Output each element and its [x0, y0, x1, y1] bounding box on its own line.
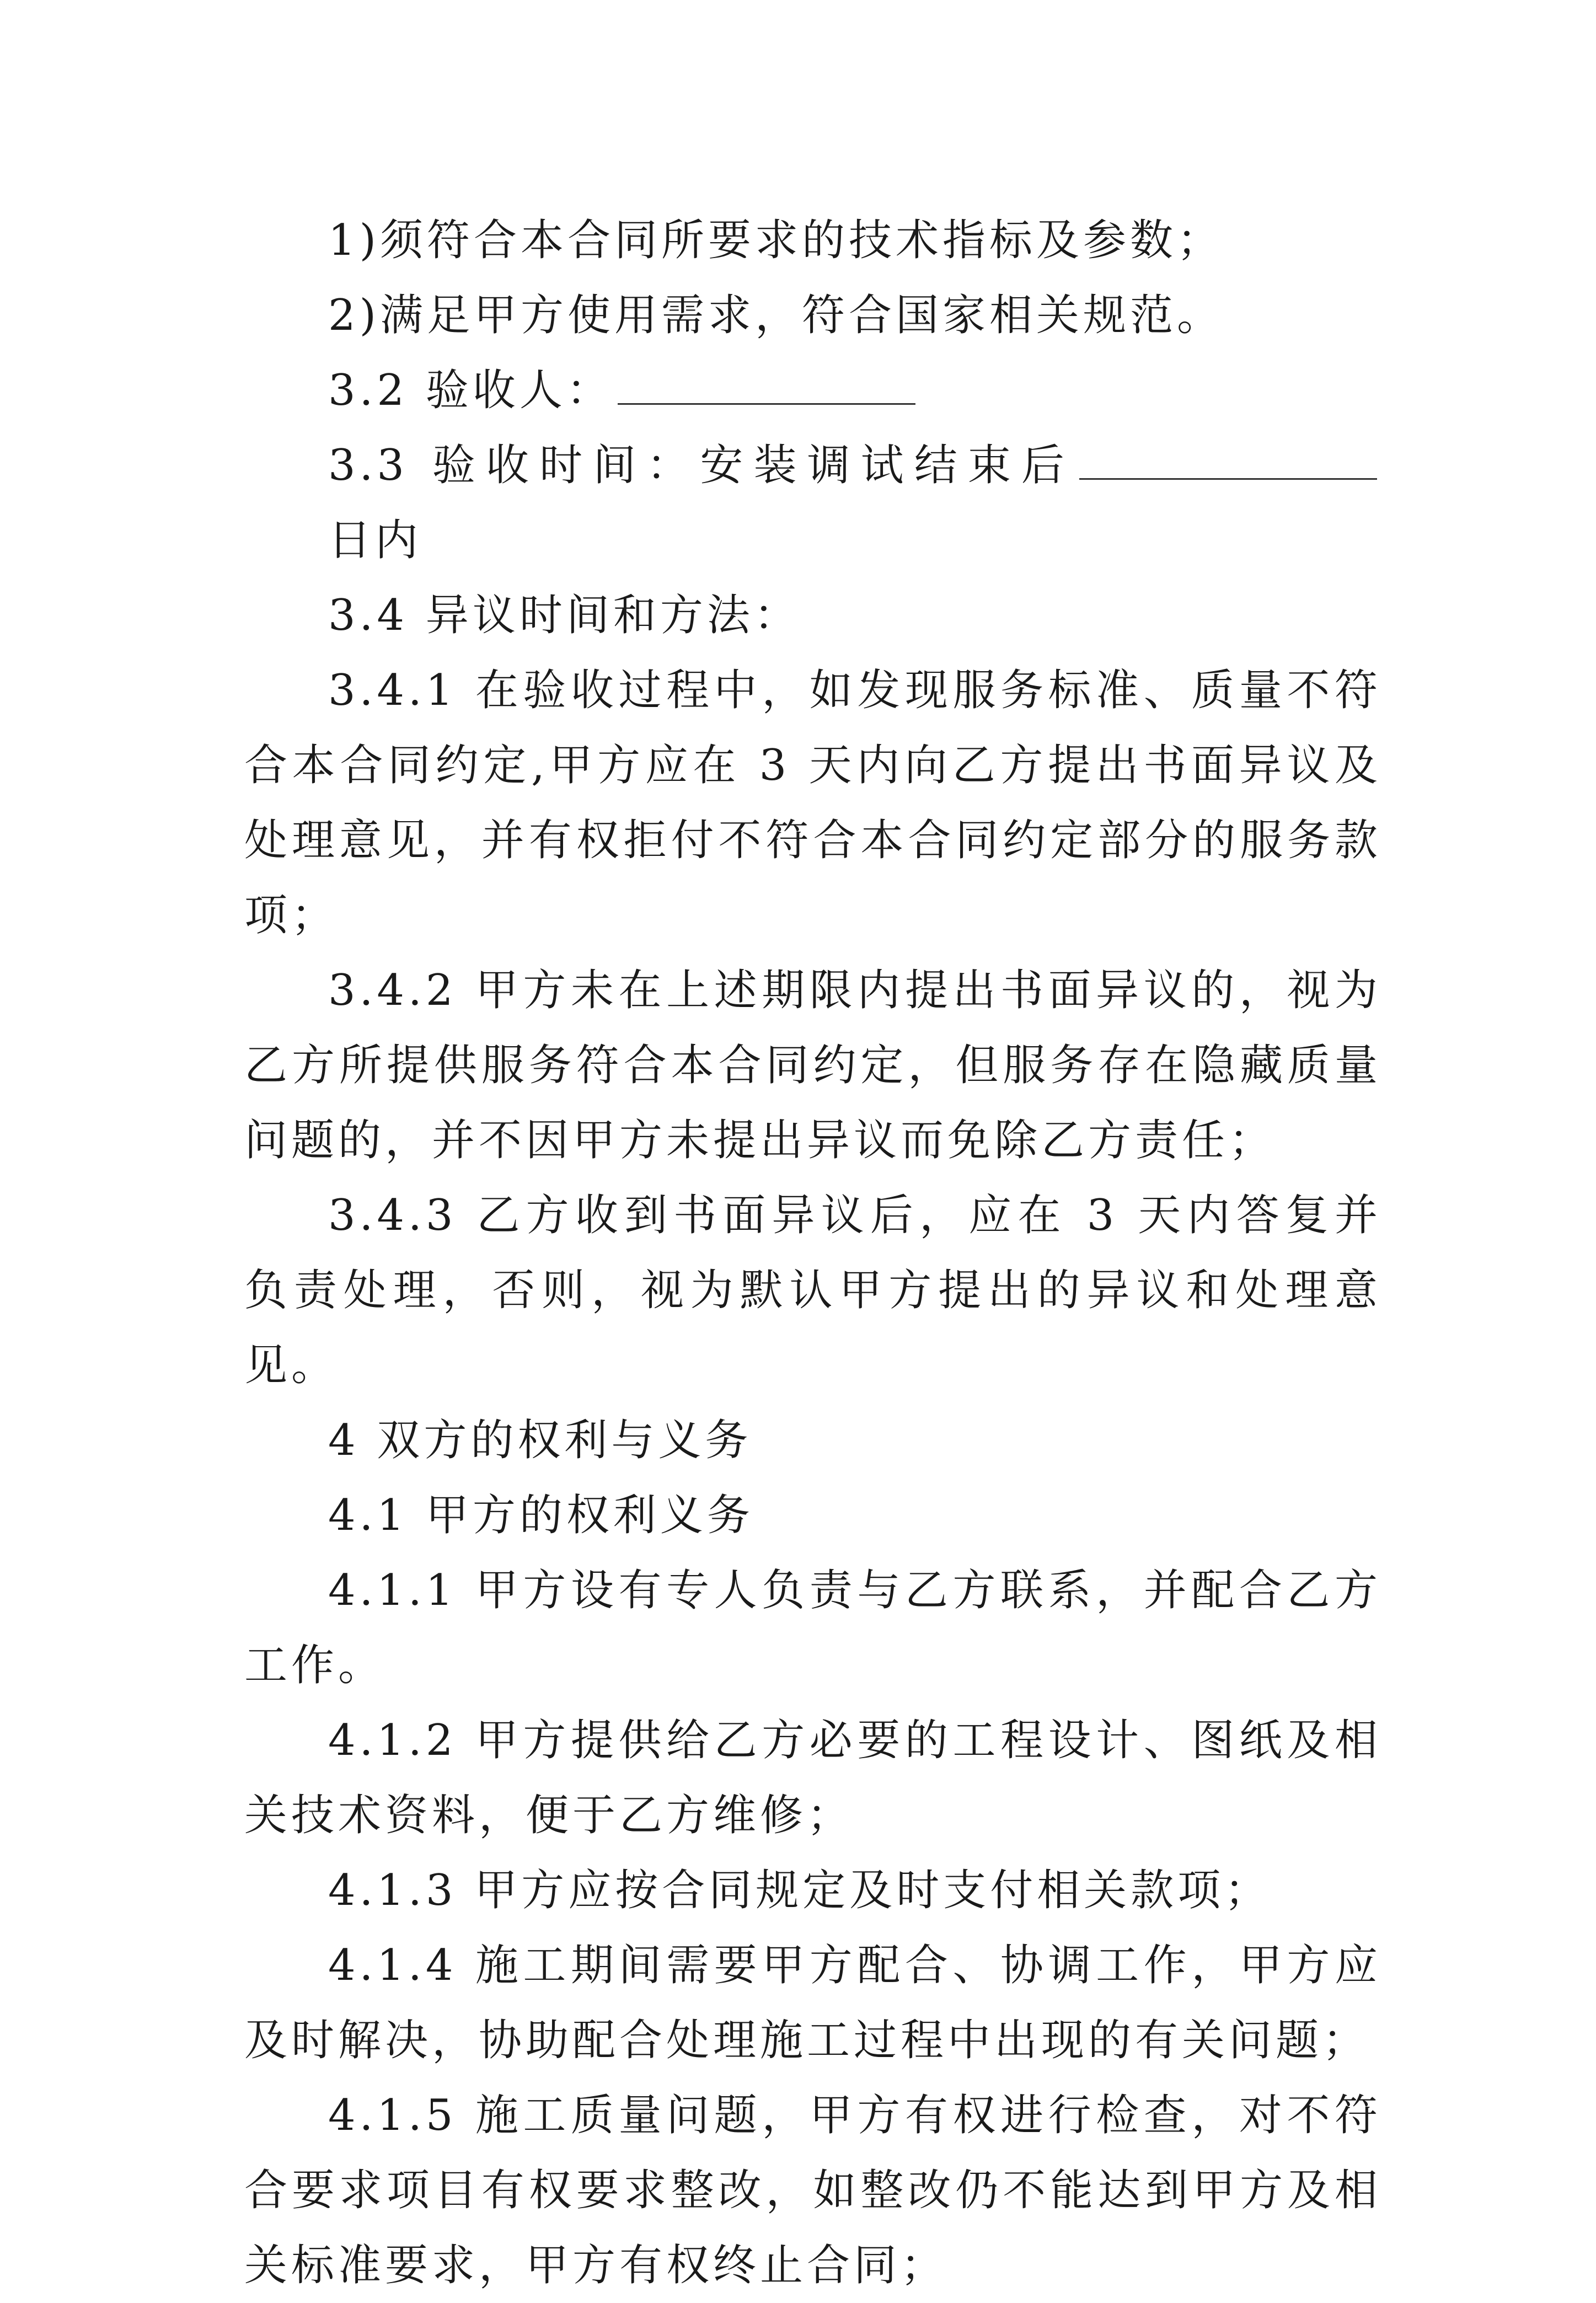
objection-heading: 3.4 异议时间和方法： [328, 591, 801, 640]
clause-4-1-3: 4.1.3 甲方应按合同规定及时支付相关款项； [328, 1866, 1272, 1915]
clause-4-1-5: 4.1.5 施工质量问题，甲方有权进行检查，对不符合要求项目有权要求整改，如整改仍不能达到甲方及相关标准要求，甲方有权终止合同； [244, 2091, 1381, 2290]
section-4-heading: 4 双方的权利与义务 [328, 1416, 752, 1465]
acceptance-time-blank [1079, 443, 1377, 480]
clause-4-1-1: 4.1.1 甲方设有专人负责与乙方联系，并配合乙方工作。 [244, 1566, 1381, 1690]
acceptor-blank [618, 368, 915, 405]
document-body [244, 203, 1381, 2303]
acceptance-time-line [244, 428, 1381, 578]
acceptor-label: 3.2 验收人： [328, 366, 613, 415]
clause-3-4-1: 3.4.1 在验收过程中，如发现服务标准、质量不符合本合同约定,甲方应在 3 天内向乙方提出书面异议及处理意见，并有权拒付不符合本合同约定部分的服务款项； [244, 666, 1381, 940]
requirement-1: 1)须符合本合同所要求的技术指标及参数； [328, 216, 1224, 265]
section-4-1-heading: 4.1 甲方的权利义务 [328, 1491, 754, 1540]
clause-4-1-2: 4.1.2 甲方提供给乙方必要的工程设计、图纸及相关技术资料，便于乙方维修； [244, 1716, 1381, 1840]
acceptor-line [244, 353, 1381, 428]
acceptance-time-suffix: 日内 [328, 516, 422, 565]
clause-4-1-4: 4.1.4 施工期间需要甲方配合、协调工作，甲方应及时解决，协助配合处理施工过程中出现的有关问题； [244, 1941, 1381, 2065]
acceptance-time-label: 3.3 验收时间：安装调试结束后 [328, 441, 1075, 490]
requirement-2: 2)满足甲方使用需求，符合国家相关规范。 [328, 291, 1224, 340]
clause-3-4-2: 3.4.2 甲方未在上述期限内提出书面异议的，视为乙方所提供服务符合本合同约定，但服务存在隐藏质量问题的，并不因甲方未提出异议而免除乙方责任； [244, 966, 1381, 1165]
clause-3-4-3: 3.4.3 乙方收到书面异议后，应在 3 天内答复并负责处理，否则，视为默认甲方提出的异议和处理意见。 [244, 1191, 1381, 1390]
